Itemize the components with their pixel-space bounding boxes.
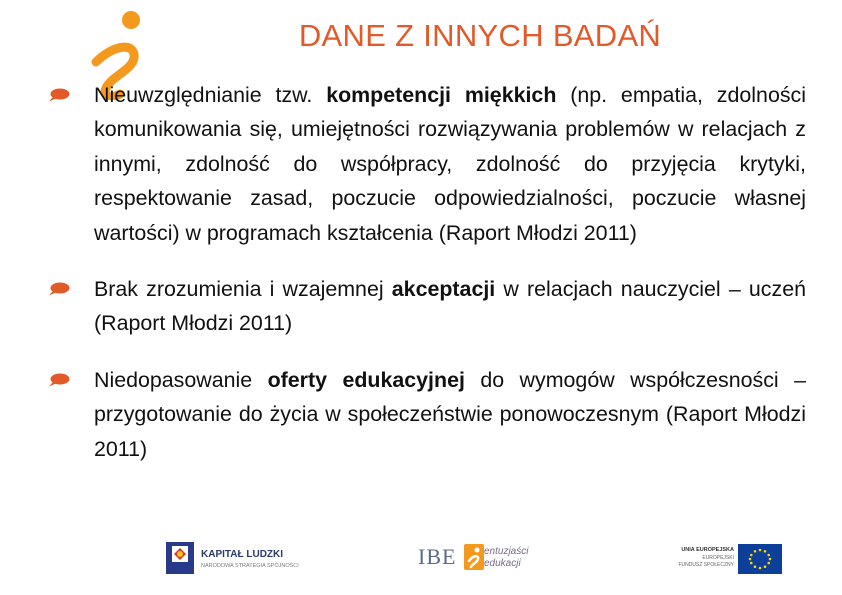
speech-bubble-icon — [48, 88, 70, 102]
list-item — [48, 272, 806, 341]
kapital-ludzki-subtitle: NARODOWA STRATEGIA SPÓJNOŚCI — [201, 563, 299, 569]
kapital-ludzki-emblem-icon — [164, 538, 198, 578]
speech-bubble-icon — [48, 282, 70, 296]
eu-line-2: EUROPEJSKI — [702, 555, 734, 561]
list-item — [48, 363, 806, 466]
list-item — [48, 78, 806, 250]
bullet-list — [48, 78, 806, 488]
bullet-text: Nieuwzględnianie tzw. kompetencji miękkich (np. empatia, zdolności komunikowania się, umiejętności rozwiązywania problemów w relacjach z innymi, zdolność do współpracy, zdolność do przyjęcia krytyki, respektowanie zasad, poczucie odpowiedzialności, poczucie własnej wartości) w programach kształcenia (Raport Młodzi 2011) — [94, 83, 806, 245]
ibe-name: IBE — [418, 544, 457, 569]
bullet-keyword: kompetencji miękkich — [326, 83, 557, 107]
ibe-logo — [418, 538, 538, 578]
kapital-ludzki-logo — [164, 538, 299, 578]
eu-line-3: FUNDUSZ SPOŁECZNY — [678, 562, 734, 568]
eu-logo — [678, 538, 782, 578]
page-title: DANE Z INNYCH BADAŃ — [298, 18, 662, 53]
ibe-tagline-2: edukacji — [484, 558, 521, 569]
ibe-tagline-1: entuzjaści — [484, 546, 529, 557]
bullet-text: Niedopasowanie oferty edukacyjnej do wymogów współczesności – przygotowanie do życia w społeczeństwie ponowoczesnym (Raport Młodzi 2011) — [94, 367, 807, 461]
bullet-keyword: oferty edukacyjnej — [267, 367, 465, 392]
speech-bubble-icon — [48, 373, 70, 387]
kapital-ludzki-name: KAPITAŁ LUDZKI — [201, 549, 284, 560]
footer-logos — [0, 532, 842, 582]
bullet-keyword: akceptacji — [391, 277, 496, 302]
bullet-text: Brak zrozumienia i wzajemnej akceptacji w relacjach nauczyciel – uczeń (Raport Młodzi 2011) — [94, 277, 806, 336]
ibe-e-icon — [464, 544, 484, 570]
eu-line-1: UNIA EUROPEJSKA — [681, 547, 734, 553]
eu-flag-icon — [738, 544, 782, 574]
